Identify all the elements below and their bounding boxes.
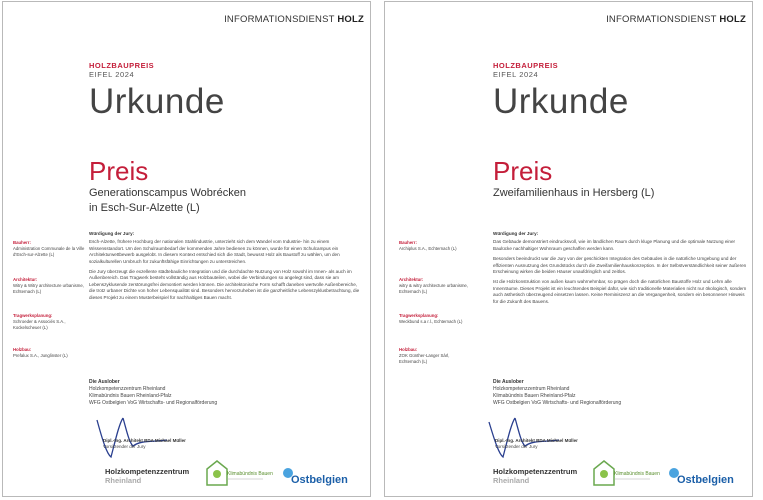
logo-klimabuendnis [203, 457, 273, 487]
certificate-left [2, 1, 371, 497]
svg-text:Klimabündnis Bauen: Klimabündnis Bauen [227, 471, 273, 477]
signature [485, 412, 605, 462]
jury-statement: Würdigung der Jury: Esch-Alzette, frühere Hochburg der nationalen Stahlindustrie, unterzieht sich dem Wandel vom Industrie- hin zu einem Wissensstandort. Um den Schulraumbedarf der kommenden Jahre bedienen zu können, wurde für einen Schulcampus ein Architekturwettbewerb ausgelobt. In diesem Kontext entschied sich die Stadt, bewusst Holz als Baustoff zu wählen, um den sozialkulturellen Umbruch für zukunftsfähige Einrichtungen zu unterstreichen. Die Jury überzeugt die exzellente städtebauliche Integration und die durchdachte Nutzung von Holz sowohl im Innen- als auch im Außenbereich. Das Tragwerk besteht vollständig aus Holzbauteilen, wobei die Verbindungen so angelegt sind, dass sie am Lebenszyklusende zerstörungsfrei demontiert werden können. Die architektonische Form schafft daneben wertvolle Außenbereiche, die trotz urbaner Dichte von hoher Lebensqualität sind. Besonders hervorzuheben ist die ganzheitliche Lebenszyklusbetrachtung, die dieses Projekt zu einem Musterbeispiel für nachhaltiges Bauen macht. [89, 231, 360, 300]
logo-holzkompetenzzentrum: Holzkompetenzzentrum Rheinland [105, 467, 190, 485]
svg-text:Klimabündnis Bauen: Klimabündnis Bauen [614, 471, 660, 477]
brand-header: INFORMATIONSDIENST HOLZ [606, 14, 746, 25]
signatory: Dipl.-Ing. Architekt BDA Michael Müller Vorsitzender der Jury [495, 438, 578, 449]
certificate-title: Urkunde [493, 82, 629, 121]
logo-klimabuendnis [590, 457, 660, 487]
jury-statement: Würdigung der Jury: Das Gebäude demonstriert eindrucksvoll, wie im ländlichen Raum durch kluge Planung und die optimale Nutzung einer Baulücke nachhaltiger Wohnraum geschaffen werden kann. Besonders beeindruckt war die Jury von der geschickten Integration des Gebäudes in die natürliche Umgebung und der effizienten Ausnutzung des Grundstücks durch die Zweifamilienhauskonzeption. In der Selbstverständlichkeit seiner äußeren Erscheinung wirken die beiden Häuser unaufdringlich und zeitlos. Ist die Holzkonstruktion von außen kaum wahrnehmbar, so prägen doch die natürlichen Baustoffe Holz und Lehm alle Innenräume. Dieses Projekt ist ein leuchtendes Beispiel dafür, wie sich traditionelle Materialien nicht nur ökologisch, sondern auch ästhetisch überzeugend einsetzen lassen. Keine Reminiszenz an die Vergangenheit, sondern ein besonnener Hinweis für die Zukunft des Bauens. [493, 231, 747, 304]
certificate-title: Urkunde [89, 82, 225, 121]
award-year: EIFEL 2024 [89, 70, 135, 79]
architektur-block: Architektur: witry & witry architecture urbanisme, Echternach (L) [399, 277, 469, 294]
sponsors: Die Auslober Holzkompetenzzentrum Rheinland Klimabündnis Bauen Rheinland-Pfalz WFG Ostbelgien VoG Wirtschafts- und Regionalförderung [493, 379, 622, 406]
award-year: EIFEL 2024 [493, 70, 539, 79]
award-name: Preis [493, 156, 553, 186]
project-name: Zweifamilienhaus in Hersberg (L) [493, 187, 655, 199]
project-name: Generationscampus Wobrécken in Esch-Sur-Alzette (L) [89, 187, 246, 214]
tragwerk-block: Tragwerksplanung: Weckbund s.a r.l., Echternach (L) [399, 313, 463, 324]
logo-ostbelgien: Ostbelgien [667, 462, 742, 488]
holzbau-block: Holzbau: Prefalux S.A., Junglinster (L) [13, 347, 68, 358]
bauherr-block: Bauherr: Archiplus S.A., Echternach (L) [399, 240, 457, 251]
sponsors: Die Auslober Holzkompetenzzentrum Rheinland Klimabündnis Bauen Rheinland-Pfalz WFG Ostbelgien VoG Wirtschafts- und Regionalförderung [89, 379, 218, 406]
holzbau-block: Holzbau: ZOK Günther-Langer Sàrl, Echternach (L) [399, 347, 450, 364]
award-name: Preis [89, 156, 149, 186]
brand-header: INFORMATIONSDIENST HOLZ [224, 14, 364, 25]
signatory: Dipl.-Ing. Architekt BDA Michael Müller Vorsitzender der Jury [103, 438, 186, 449]
award-kicker: HOLZBAUPREIS [89, 61, 155, 70]
award-kicker: HOLZBAUPREIS [493, 61, 559, 70]
signature [93, 412, 213, 462]
logo-ostbelgien: Ostbelgien [281, 462, 356, 488]
architektur-block: Architektur: Witry & Witry architecture urbanisme, Echternach (L) [13, 277, 84, 294]
logo-holzkompetenzzentrum: Holzkompetenzzentrum Rheinland [493, 467, 578, 485]
certificate-right [384, 1, 753, 497]
bauherr-block: Bauherr: Administration Communale de la Ville d’Esch-sur-Alzette (L) [13, 240, 85, 257]
tragwerk-block: Tragwerksplanung: Schroeder & Associés S.A., Kockelscheuer (L) [13, 313, 66, 330]
